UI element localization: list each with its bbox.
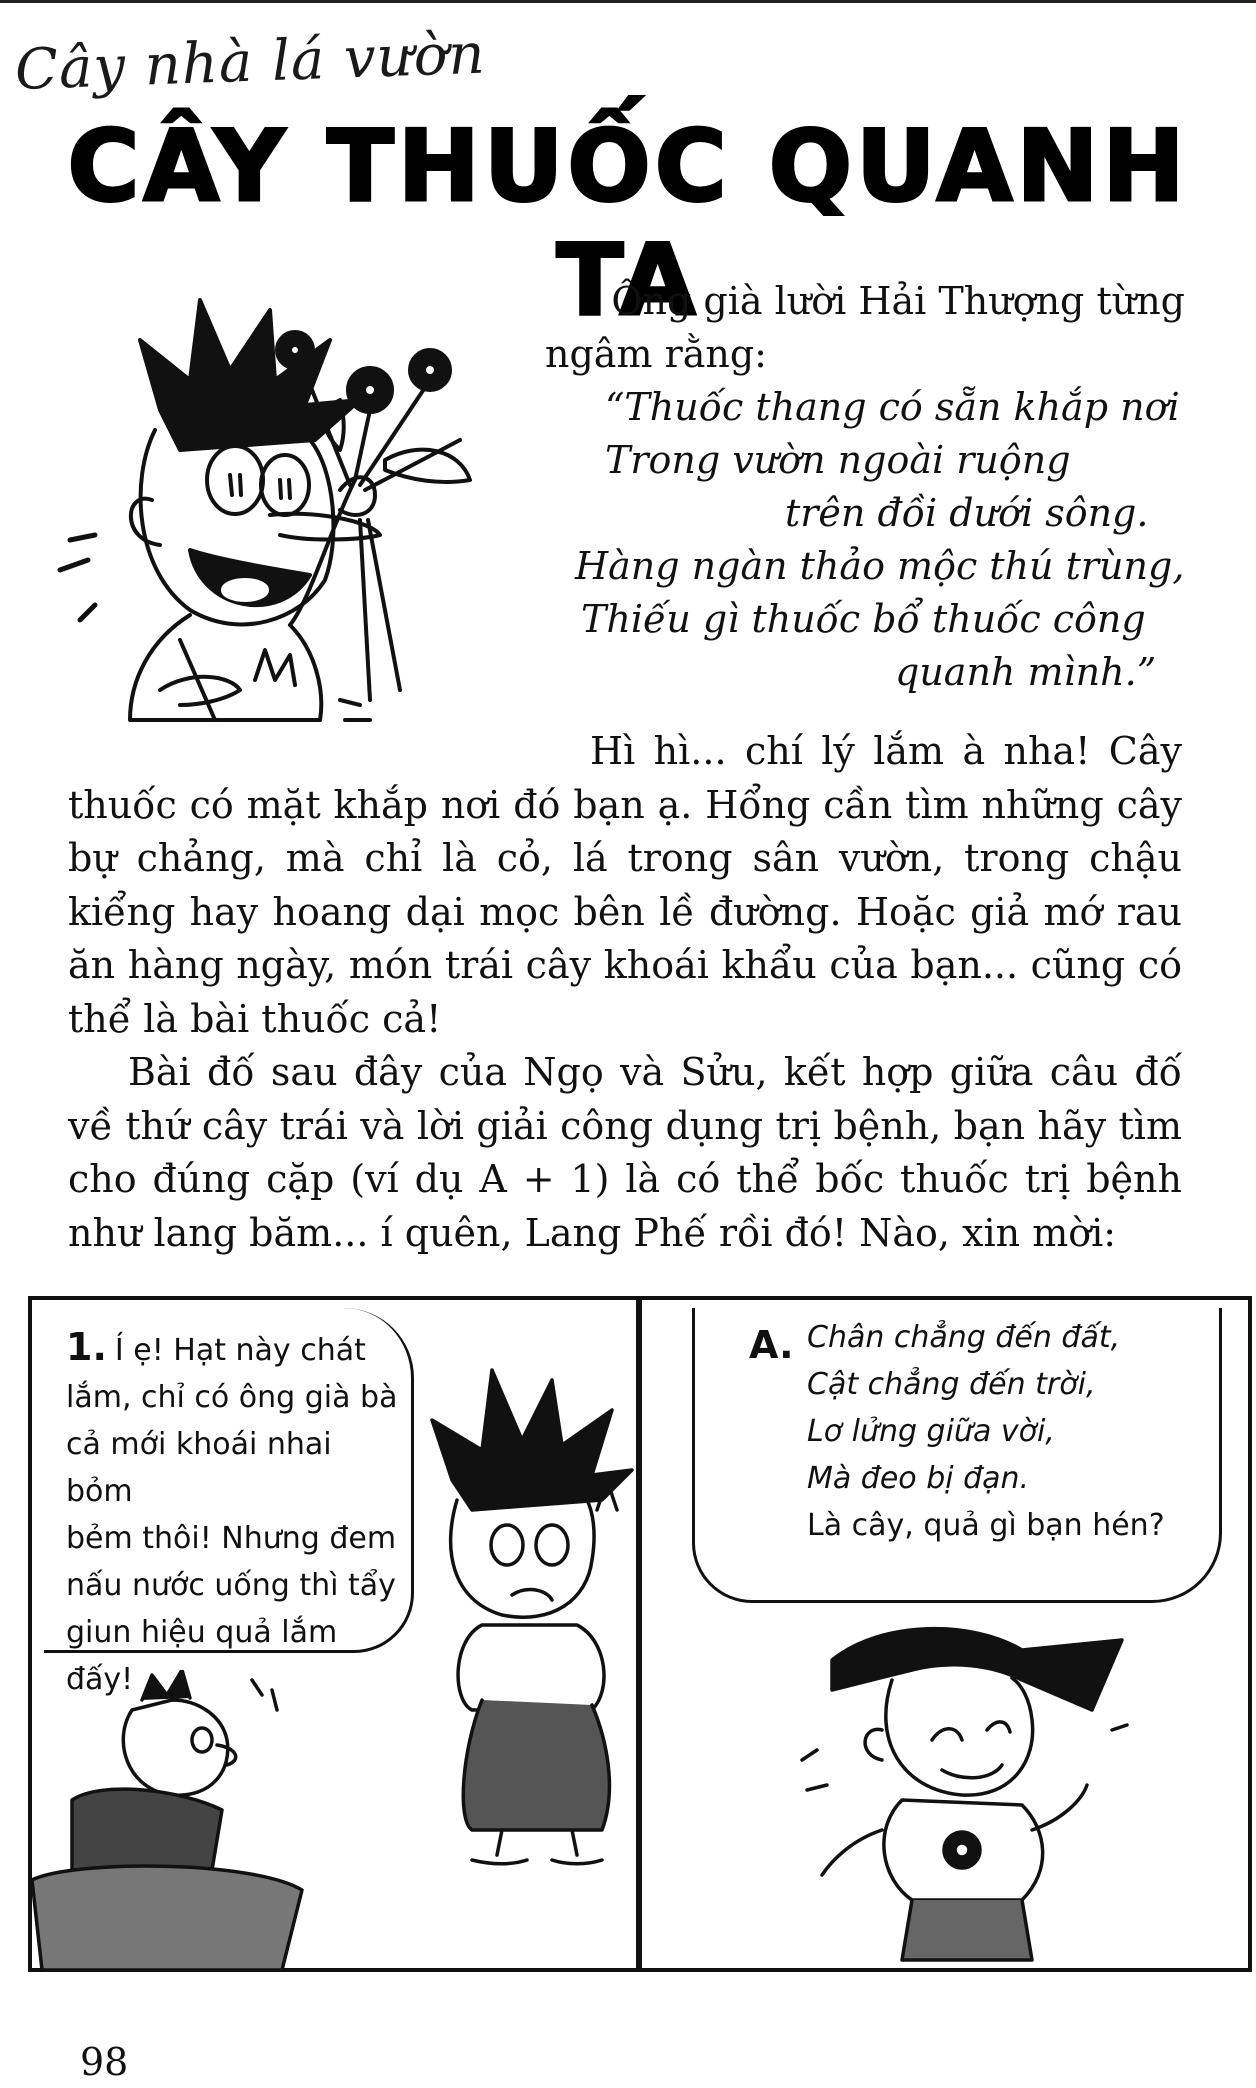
poem xyxy=(545,381,1185,699)
body-text xyxy=(68,725,1182,1260)
answer-number: 1. xyxy=(66,1325,107,1369)
bubble-line: giun hiệu quả lắm đấy! xyxy=(66,1615,338,1697)
riddle-line: Chân chẳng đến đất, xyxy=(807,1320,1121,1355)
riddle-line: Cật chẳng đến trời, xyxy=(807,1367,1096,1402)
speech-bubble-1 xyxy=(44,1308,414,1697)
body-paragraph: Bài đố sau đây của Ngọ và Sửu, kết hợp giữa câu đố về thứ cây trái và lời giải công dụng trị bệnh, bạn hãy tìm cho đúng cặp (ví dụ A + 1) là có thể bốc thuốc trị bệnh như lang băm... í quên, Lang Phế rồi đó! Nào, xin mời: xyxy=(68,1050,1182,1255)
bubble-line: bẻm thôi! Nhưng đem xyxy=(66,1521,397,1556)
page-title: CÂY THUỐC QUANH TA xyxy=(67,110,1189,338)
bubble-line: nấu nước uống thì tẩy xyxy=(66,1568,396,1603)
old-man-illustration xyxy=(32,1670,332,1970)
bubble-line: cả mới khoái nhai bỏm xyxy=(66,1427,332,1509)
riddle-letter: A. xyxy=(749,1323,794,1367)
poem-line: “Thuốc thang có sẵn khắp nơi xyxy=(605,385,1180,429)
poem-line: Thiếu gì thuốc bổ thuốc công xyxy=(581,597,1146,641)
speech-bubble-a xyxy=(692,1308,1222,1603)
poem-line: trên đồi dưới sông. xyxy=(785,491,1149,535)
bubble-line: lắm, chỉ có ông già bà xyxy=(66,1380,398,1415)
intro-lead-line: ngâm rằng: xyxy=(545,332,767,376)
intro-lead-line: Ông già lười Hải Thượng từng xyxy=(611,279,1185,323)
boy-with-flowers-illustration xyxy=(40,280,520,740)
riddle-line: Mà đeo bị đạn. xyxy=(807,1461,1030,1496)
poem-line: Trong vườn ngoài ruộng xyxy=(605,438,1071,482)
page-number: 98 xyxy=(80,2040,129,2084)
riddle-line: Là cây, quả gì bạn hén? xyxy=(807,1508,1165,1543)
girl-illustration xyxy=(792,1600,1212,1970)
boy-standing-illustration xyxy=(412,1360,652,1880)
top-border xyxy=(0,0,1256,3)
riddle-line: Lơ lửng giữa vời, xyxy=(807,1414,1055,1449)
bubble-line: Í ẹ! Hạt này chát xyxy=(114,1333,366,1368)
poem-line: quanh mình.” xyxy=(895,650,1157,694)
handwritten-note: Cây nhà lá vườn xyxy=(14,21,487,103)
body-paragraph: Hì hì... chí lý lắm à nha! Cây thuốc có mặt khắp nơi đó bạn ạ. Hổng cần tìm những cây bự chảng, mà chỉ là cỏ, lá trong sân vườn, trong chậu kiểng hay hoang dại mọc bên lề đường. Hoặc giả mớ rau ăn hàng ngày, món trái cây khoái khẩu của bạn... cũng có thể là bài thuốc cả! xyxy=(68,729,1182,1041)
comic-strip xyxy=(28,1296,1252,1972)
poem-line: Hàng ngàn thảo mộc thú trùng, xyxy=(575,544,1185,588)
intro-block xyxy=(545,275,1185,699)
